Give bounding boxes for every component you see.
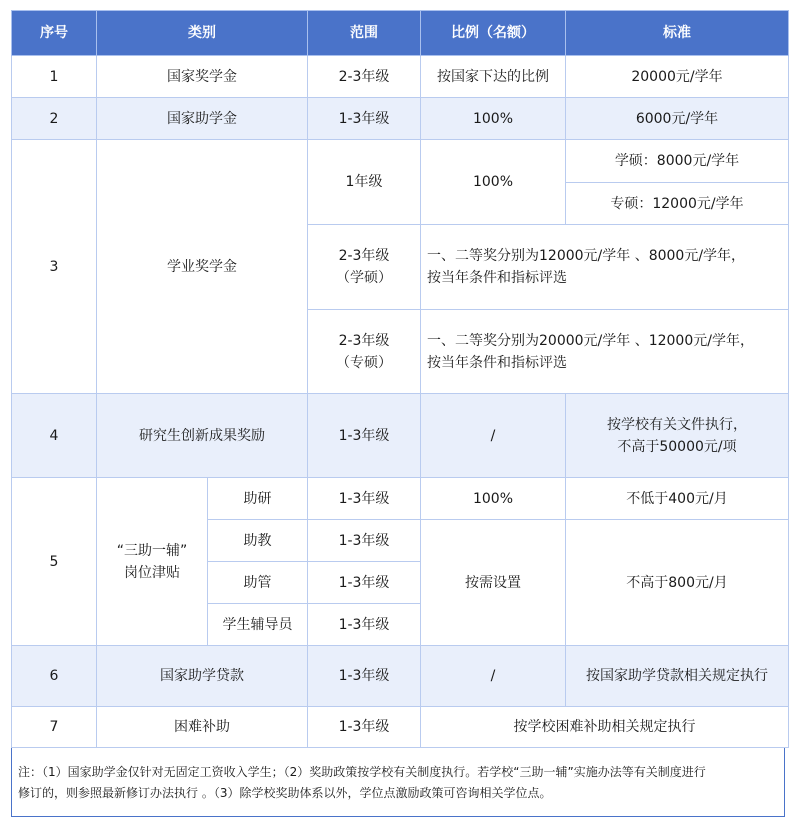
- footnote-line: 修订的，则参照最新修订办法执行 。（3）除学校奖助体系以外，学位点激励政策可咨询相关学位点。: [18, 786, 552, 800]
- description-line: 一、二等奖分别为12000元/学年 、8000元/学年，: [427, 248, 746, 264]
- header-no: 序号: [12, 11, 97, 56]
- table-row: [12, 56, 789, 98]
- row-role: 助管: [208, 562, 308, 604]
- table-row: [12, 478, 789, 520]
- row-no: 7: [12, 707, 97, 748]
- row-no: 2: [12, 98, 97, 140]
- row-ratio: /: [421, 646, 566, 707]
- table-row: [12, 98, 789, 140]
- footnote-line: 注：（1）国家助学金仅针对无固定工资收入学生；（2）奖助政策按学校有关制度执行。若学校“三助一辅”实施办法等有关制度进行: [18, 765, 706, 779]
- row-category: 国家奖学金: [97, 56, 308, 98]
- row-range: 1-3年级: [308, 520, 421, 562]
- range-line: 2-3年级: [338, 248, 390, 264]
- description-line: 按当年条件和指标评选: [427, 354, 567, 371]
- scholarship-table-container: [11, 10, 788, 817]
- header-standard: 标准: [566, 11, 789, 56]
- row-standard: [566, 394, 789, 478]
- row-no: 1: [12, 56, 97, 98]
- row-standard: 按学校困难补助相关规定执行: [421, 707, 789, 748]
- header-ratio: 比例（名额）: [421, 11, 566, 56]
- header-row: [12, 11, 789, 56]
- row-standard-professional: 专硕：12000元/学年: [566, 183, 789, 225]
- category-line: “三助一辅”: [116, 542, 188, 559]
- row-ratio: 100%: [421, 140, 566, 225]
- description-line: 一、二等奖分别为20000元/学年 、12000元/学年，: [427, 332, 754, 349]
- row-category: 学业奖学金: [97, 140, 308, 394]
- row-ratio: 按国家下达的比例: [421, 56, 566, 98]
- standard-line: 不高于50000元/项: [617, 438, 737, 455]
- row-ratio: /: [421, 394, 566, 478]
- row-range: 1-3年级: [308, 646, 421, 707]
- description-line: 按当年条件和指标评选: [427, 270, 567, 286]
- row-no: 5: [12, 478, 97, 646]
- row-range: 1-3年级: [308, 98, 421, 140]
- footnote: [11, 748, 785, 817]
- row-range: 1年级: [308, 140, 421, 225]
- row-no: 6: [12, 646, 97, 707]
- table-row: [12, 646, 789, 707]
- header-category: 类别: [97, 11, 308, 56]
- row-description: [421, 225, 789, 310]
- row-standard-academic: 学硕：8000元/学年: [566, 140, 789, 183]
- range-qualifier: （学硕）: [336, 270, 392, 286]
- standard-line: 按学校有关文件执行，: [607, 416, 747, 433]
- row-range: 1-3年级: [308, 604, 421, 646]
- row-standard: 不高于800元/月: [566, 520, 789, 646]
- row-range: 1-3年级: [308, 707, 421, 748]
- row-range: 1-3年级: [308, 562, 421, 604]
- row-standard: 按国家助学贷款相关规定执行: [566, 646, 789, 707]
- row-standard: 不低于400元/月: [566, 478, 789, 520]
- header-range: 范围: [308, 11, 421, 56]
- row-category: 研究生创新成果奖励: [97, 394, 308, 478]
- row-range: [308, 225, 421, 310]
- row-category: [97, 478, 208, 646]
- table-row: [12, 707, 789, 748]
- row-role: 助研: [208, 478, 308, 520]
- row-description: [421, 310, 789, 394]
- row-category: 困难补助: [97, 707, 308, 748]
- row-role: 学生辅导员: [208, 604, 308, 646]
- row-range: 1-3年级: [308, 394, 421, 478]
- row-ratio: 按需设置: [421, 520, 566, 646]
- category-line: 岗位津贴: [124, 564, 180, 581]
- row-no: 3: [12, 140, 97, 394]
- range-qualifier: （专硕）: [336, 354, 392, 371]
- row-category: 国家助学金: [97, 98, 308, 140]
- row-category: 国家助学贷款: [97, 646, 308, 707]
- row-no: 4: [12, 394, 97, 478]
- row-range: 2-3年级: [308, 56, 421, 98]
- row-range: 1-3年级: [308, 478, 421, 520]
- row-standard: 20000元/学年: [566, 56, 789, 98]
- row-role: 助教: [208, 520, 308, 562]
- range-line: 2-3年级: [338, 332, 390, 349]
- row-standard: 6000元/学年: [566, 98, 789, 140]
- table-row: [12, 394, 789, 478]
- row-range: [308, 310, 421, 394]
- table-row: [12, 140, 789, 183]
- scholarship-table: [11, 10, 789, 748]
- row-ratio: 100%: [421, 478, 566, 520]
- row-ratio: 100%: [421, 98, 566, 140]
